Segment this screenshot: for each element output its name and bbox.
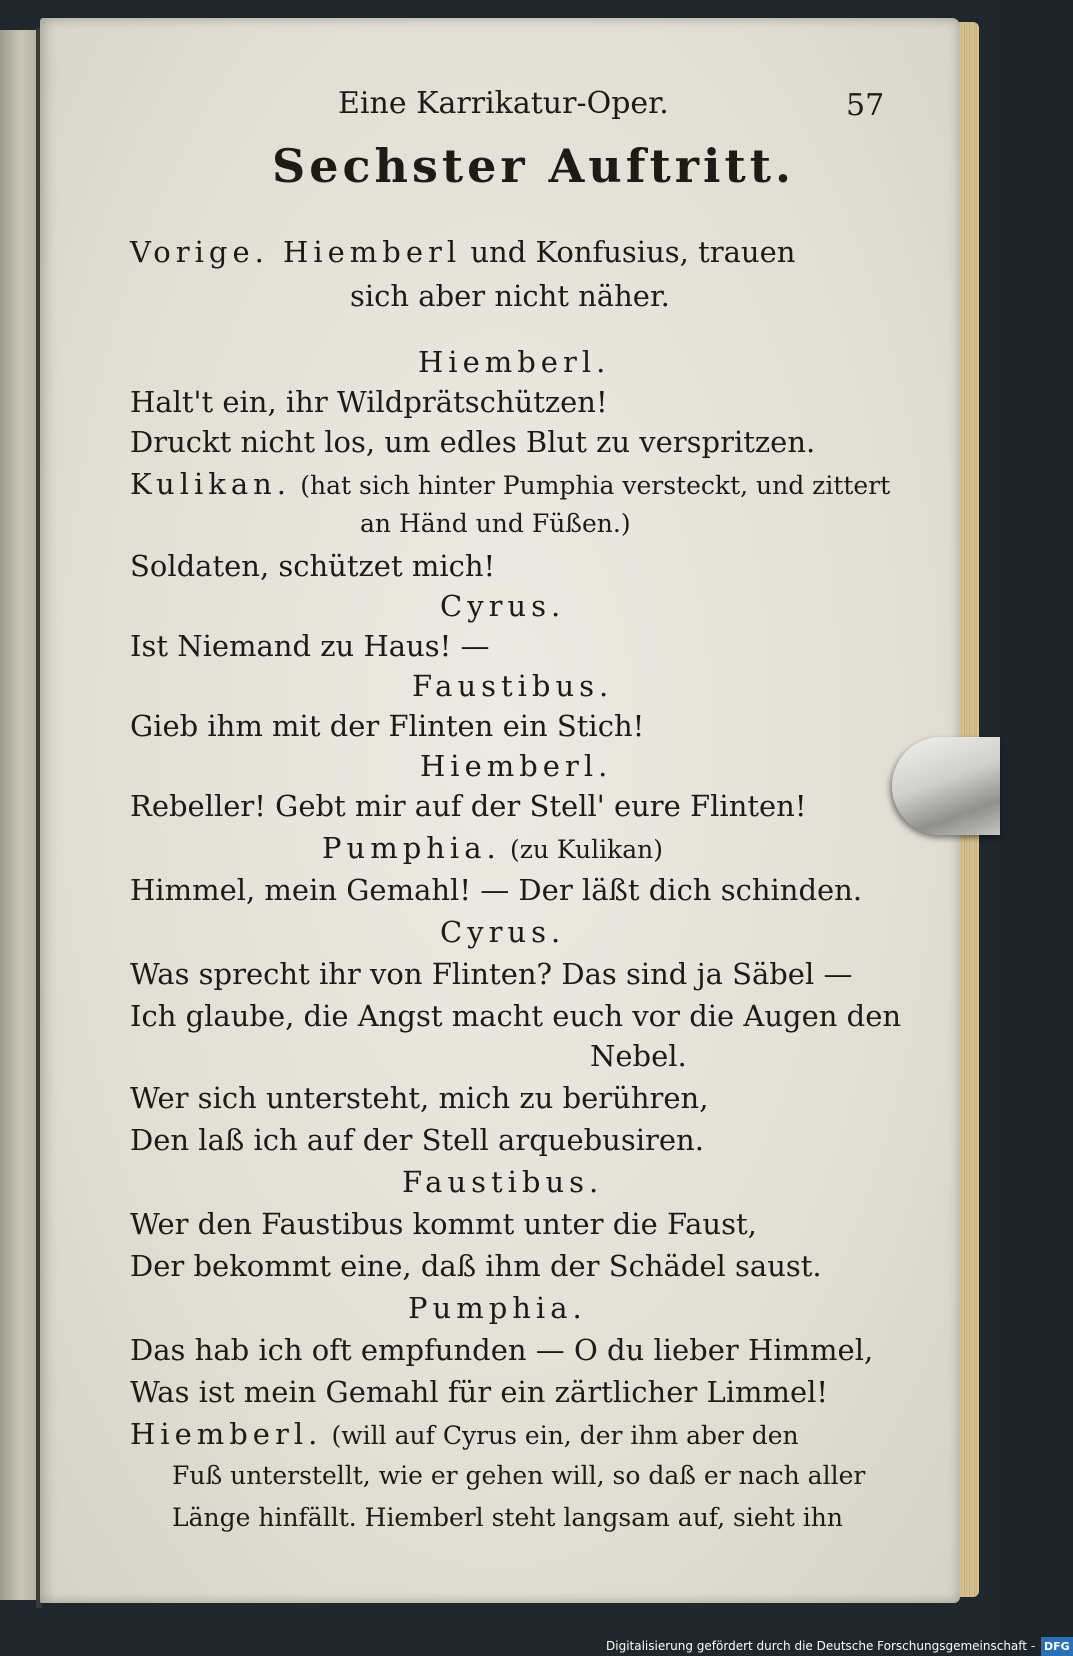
verse-line: Halt't ein, ihr Wildprätschützen! bbox=[130, 385, 608, 419]
stage-direction: (will auf Cyrus ein, der ihm aber den bbox=[331, 1421, 799, 1450]
scene-title: Sechster Auftritt. bbox=[272, 139, 795, 193]
verse-line: Himmel, mein Gemahl! — Der läßt dich schinden. bbox=[130, 873, 863, 907]
verse-line: Was ist mein Gemahl für ein zärtlicher Limmel! bbox=[130, 1375, 829, 1409]
verse-line: Das hab ich oft empfunden — O du lieber Himmel, bbox=[130, 1333, 874, 1367]
verse-line: Gieb ihm mit der Flinten ein Stich! bbox=[130, 709, 645, 743]
stage-direction: Fuß unterstellt, wie er gehen will, so daß er nach aller bbox=[172, 1461, 866, 1490]
verse-line: Soldaten, schützet mich! bbox=[130, 549, 496, 583]
verse-line: Wer den Faustibus kommt unter die Faust, bbox=[130, 1207, 757, 1241]
speaker-direction-line bbox=[322, 830, 663, 868]
speaker-name: Faustibus. bbox=[402, 1165, 604, 1199]
verse-line: Ist Niemand zu Haus! — bbox=[130, 629, 490, 663]
verse-line: Wer sich untersteht, mich zu berühren, bbox=[130, 1081, 709, 1115]
dfg-logo: DFG bbox=[1041, 1637, 1073, 1656]
speaker-name: Cyrus. bbox=[440, 915, 566, 949]
speaker-name: Kulikan. bbox=[130, 467, 292, 501]
speaker-name: Hiemberl. bbox=[130, 1417, 323, 1451]
stage-direction: (zu Kulikan) bbox=[509, 835, 664, 864]
speaker-direction-line bbox=[130, 466, 890, 504]
verse-line: Den laß ich auf der Stell arquebusiren. bbox=[130, 1123, 704, 1157]
speaker-name: Hiemberl. bbox=[420, 749, 613, 783]
opening-direction-line2: sich aber nicht näher. bbox=[350, 279, 670, 313]
verse-line: Was sprecht ihr von Flinten? Das sind ja Säbel — bbox=[130, 957, 853, 991]
credit-text: Digitalisierung gefördert durch die Deutsche Forschungsgemeinschaft - bbox=[606, 1639, 1036, 1653]
opening-characters: Vorige. Hiemberl bbox=[130, 235, 462, 269]
speaker-direction-line bbox=[130, 1416, 799, 1454]
verse-line: Der bekommt eine, daß ihm der Schädel saust. bbox=[130, 1249, 822, 1283]
speaker-name: Pumphia. bbox=[322, 831, 501, 865]
verse-line: Druckt nicht los, um edles Blut zu verspritzen. bbox=[130, 425, 816, 459]
verse-line: Rebeller! Gebt mir auf der Stell' eure Flinten! bbox=[130, 789, 807, 823]
speaker-name: Hiemberl. bbox=[418, 345, 611, 379]
opening-direction-rest: und Konfusius, trauen bbox=[470, 235, 796, 269]
verse-line: Ich glaube, die Angst macht euch vor die Augen den bbox=[130, 999, 902, 1033]
stage-direction: an Händ und Füßen.) bbox=[360, 509, 631, 538]
speaker-name: Pumphia. bbox=[408, 1291, 587, 1325]
funding-credit bbox=[606, 1637, 1070, 1656]
page-number: 57 bbox=[846, 88, 885, 123]
verse-line: Nebel. bbox=[590, 1039, 687, 1073]
running-title: Eine Karrikatur-Oper. bbox=[338, 86, 669, 121]
stage-direction: (hat sich hinter Pumphia versteckt, und zittert bbox=[300, 471, 891, 500]
speaker-name: Faustibus. bbox=[412, 669, 614, 703]
speaker-name: Cyrus. bbox=[440, 589, 566, 623]
opening-direction-line1 bbox=[130, 234, 795, 270]
stage-direction: Länge hinfällt. Hiemberl steht langsam auf, sieht ihn bbox=[172, 1503, 843, 1532]
